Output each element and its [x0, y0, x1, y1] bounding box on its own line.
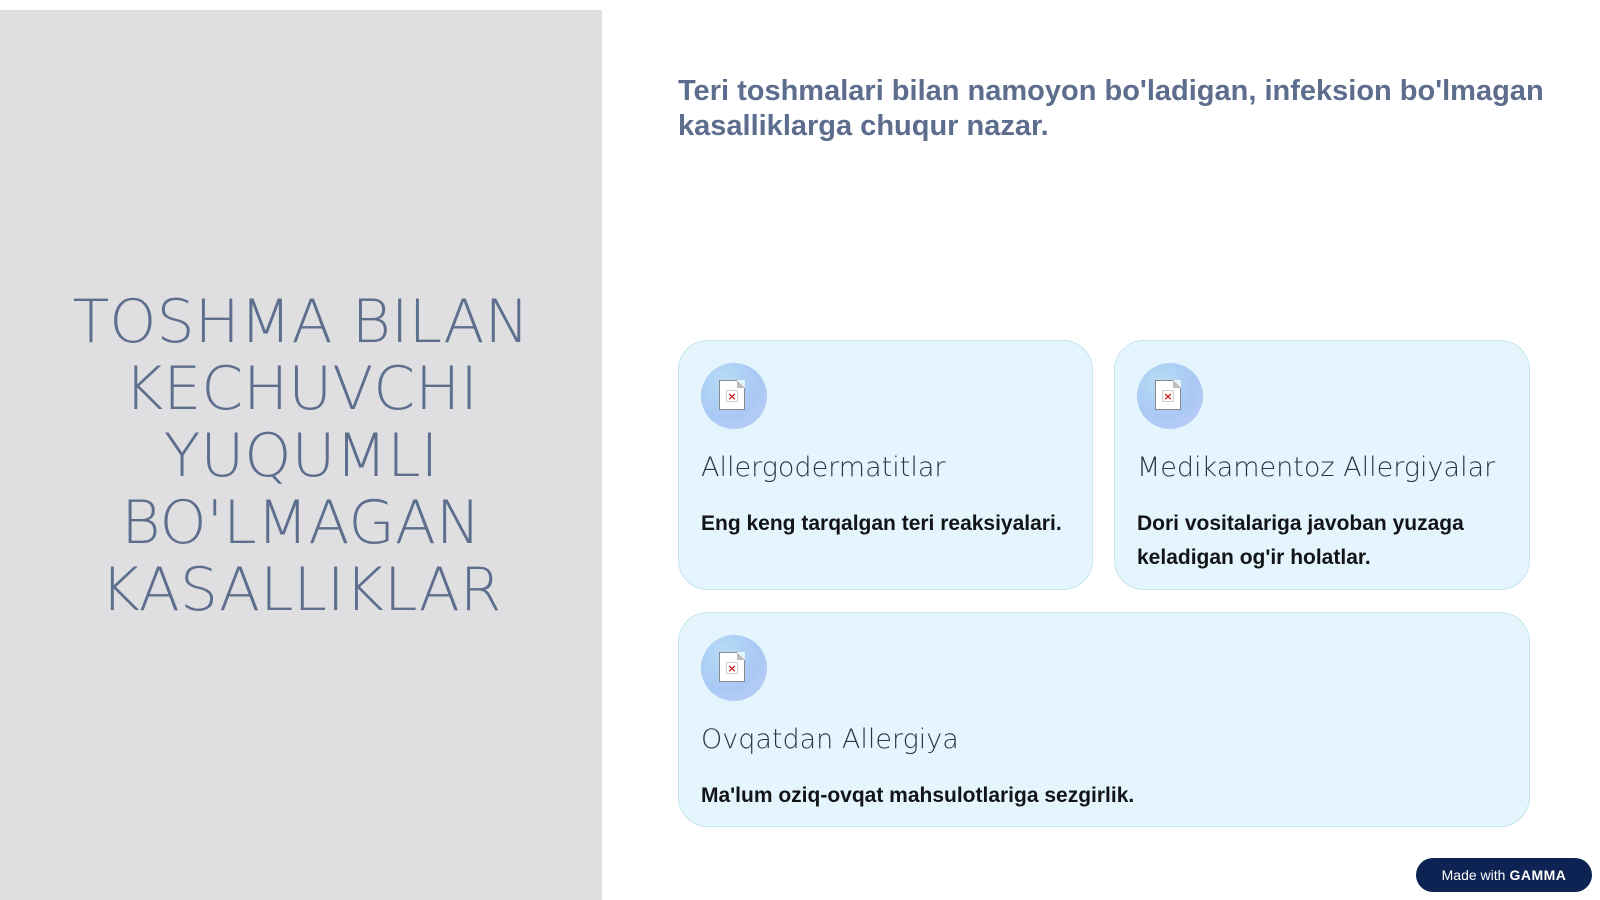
slide-subtitle: Teri toshmalari bilan namoyon bo'ladigan, infeksion bo'lmagan kasalliklarga chuqur nazar.	[678, 75, 1544, 142]
card-allergodermatitlar	[678, 340, 1093, 590]
made-with-gamma-badge[interactable]	[1416, 858, 1592, 892]
gamma-logo: GAMMA	[1509, 867, 1567, 883]
card-medikamentoz-allergiyalar	[1114, 340, 1530, 590]
broken-image-icon: ×	[719, 380, 745, 410]
slide-title-line: TOSHMA BILAN	[72, 286, 530, 357]
top-strip	[0, 0, 602, 10]
broken-image-icon: ×	[1155, 380, 1181, 410]
slide-title-line: YUQUMLI	[163, 420, 439, 491]
card-description: Eng keng tarqalgan teri reaksiyalari.	[701, 512, 1062, 535]
card-icon-badge	[701, 363, 767, 429]
left-title-panel	[0, 10, 602, 900]
badge-made-with-label: Made with	[1441, 867, 1506, 883]
card-icon-badge	[1137, 363, 1203, 429]
slide-title-line: KASALLIKLAR	[100, 554, 502, 625]
slide-title-line: KECHUVCHI	[124, 353, 478, 424]
card-icon-badge	[701, 635, 767, 701]
broken-image-icon: ×	[719, 652, 745, 682]
card-title: Medikamentoz Allergiyalar	[1137, 452, 1496, 483]
card-description: Ma'lum oziq-ovqat mahsulotlariga sezgirlik.	[701, 784, 1135, 807]
card-title: Ovqatdan Allergiya	[701, 724, 959, 755]
card-title: Allergodermatitlar	[701, 452, 946, 483]
slide-title-line: BO'LMAGAN	[121, 487, 481, 558]
card-ovqatdan-allergiya	[678, 612, 1530, 827]
slide-title	[41, 286, 561, 625]
card-description: Dori vositalariga javoban yuzaga keladigan og'ir holatlar.	[1137, 512, 1464, 569]
